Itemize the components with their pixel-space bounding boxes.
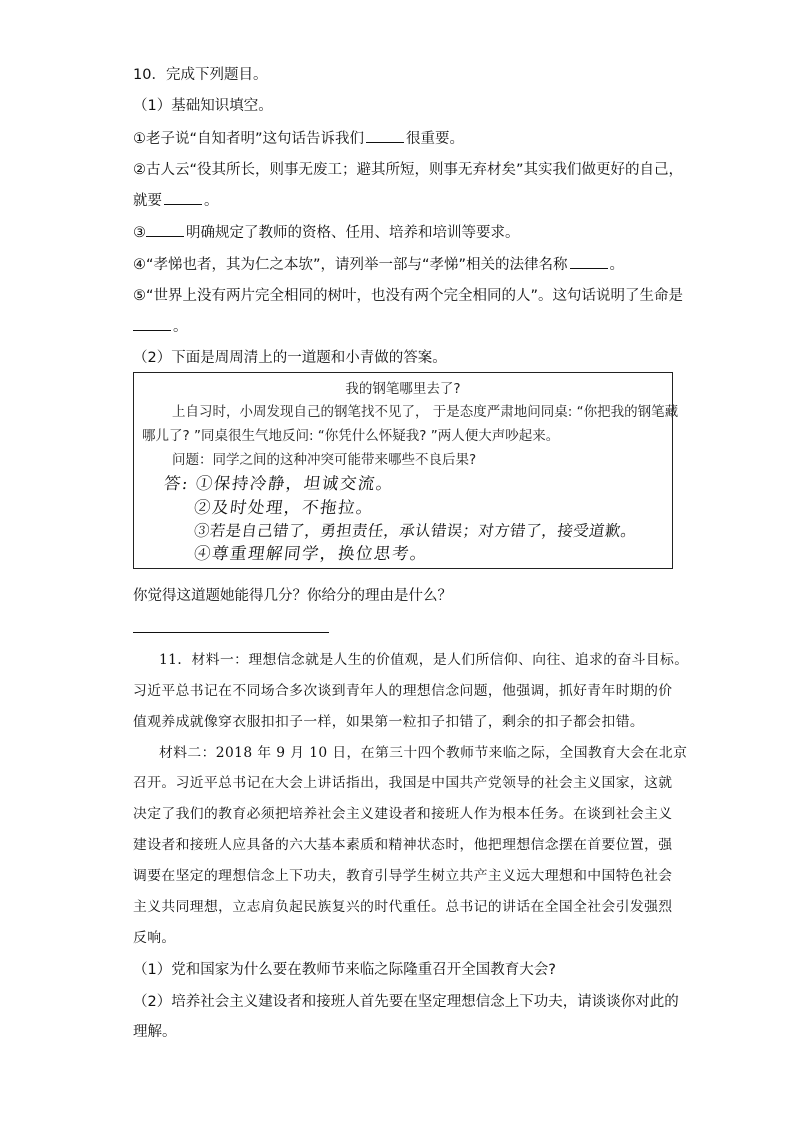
answer-blank[interactable] <box>570 254 608 269</box>
q10-part2-heading: （2）下面是周周清上的一道题和小青做的答案。 <box>133 350 447 366</box>
q11-line-8: 调要在坚定的理想信念上下功夫，教育引导学生树立共产主义远大理想和中国特色社会 <box>133 868 673 884</box>
q10-item4 <box>133 254 624 275</box>
answer-blank[interactable] <box>366 128 404 143</box>
q10-item3-text: 明确规定了教师的资格、任用、培养和培训等要求。 <box>186 225 520 241</box>
divider-line <box>133 632 329 633</box>
q11-subquestion-2-line2: 理解。 <box>133 1024 177 1040</box>
quiz-answer-box <box>133 372 679 569</box>
q10-item5-line2 <box>133 316 188 337</box>
q10-item5-tail: 。 <box>173 319 188 335</box>
q11-line-6: 决定了我们的教育必须把培养社会主义建设者和接班人作为根本任务。在谈到社会主义 <box>133 806 673 822</box>
q11-line-5: 召开。习近平总书记在大会上讲话指出，我国是中国共产党领导的社会主义国家，这就 <box>133 775 673 791</box>
q11-line-3: 值观养成就像穿衣服扣扣子一样，如果第一粒扣子扣错了，剩余的扣子都会扣错。 <box>133 714 645 730</box>
q10-title: 10．完成下列题目。 <box>133 67 268 83</box>
q11-line-4: 材料二：2018 年 9 月 10 日，在第三十四个教师节来临之际，全国教育大会在北京 <box>159 745 688 761</box>
answer-blank[interactable] <box>164 190 202 205</box>
q10-ask: 你觉得这道题她能得几分？你给分的理由是什么？ <box>133 588 452 604</box>
q11-line-9: 主义共同理想，立志肩负起民族复兴的时代重任。总书记的讲话在全国全社会引发强烈 <box>133 899 673 915</box>
handwritten-answer-1: 答: ①保持冷静，坦诚交流。 <box>162 474 396 493</box>
q11-line-2: 习近平总书记在不同场合多次谈到青年人的理想信念问题，他强调，抓好青年时期的价 <box>133 683 673 699</box>
q11-line-10: 反响。 <box>133 930 176 946</box>
box-story-line1: 上自习时，小周发现自己的钢笔找不见了， 于是态度严肃地问同桌: “你把我的钢笔藏 <box>172 404 679 420</box>
q10-item2-line1: ②古人云“役其所长，则事无废工；避其所短，则事无弃材矣”其实我们做更好的自己， <box>133 162 684 178</box>
q10-item2-text: 就要 <box>133 193 162 209</box>
answer-blank[interactable] <box>133 316 171 331</box>
q10-item1-tail: 很重要。 <box>406 131 465 147</box>
q10-item1 <box>133 128 464 149</box>
q11-line-1: 11．材料一：理想信念就是人生的价值观，是人们所信仰、向往、追求的奋斗目标。 <box>159 652 689 668</box>
q11-subquestion-1: （1）党和国家为什么要在教师节来临之际隆重召开全国教育大会? <box>133 962 556 978</box>
box-title: 我的钢笔哪里去了? <box>345 381 461 397</box>
q10-item1-text: ①老子说“自知者明”这句话告诉我们 <box>133 131 365 147</box>
q10-item4-text: ④“孝悌也者，其为仁之本欤”，请列举一部与“孝悌”相关的法律名称 <box>133 257 568 273</box>
q11-line-7: 建设者和接班人应具备的六大基本素质和精神状态时，他把理想信念摆在首要位置，强 <box>133 837 673 853</box>
q10-item4-tail: 。 <box>609 257 625 273</box>
handwritten-answer-2: ②及时处理，不拖拉。 <box>192 498 376 517</box>
box-story-line2: 哪儿了? ”同桌很生气地反问: “你凭什么怀疑我? ”两人便大声吵起来。 <box>142 428 560 444</box>
handwritten-answer-3: ③若是自己错了，勇担责任，承认错误；对方错了，接受道歉。 <box>192 522 638 540</box>
q10-item5-line1: ⑤“世界上没有两片完全相同的树叶，也没有两个完全相同的人”。这句话说明了生命是 <box>133 288 684 304</box>
box-question: 问题：同学之间的这种冲突可能带来哪些不良后果? <box>172 452 477 468</box>
answer-blank[interactable] <box>146 222 184 237</box>
q11-subquestion-2-line1: （2）培养社会主义建设者和接班人首先要在坚定理想信念上下功夫，请谈谈你对此的 <box>133 994 679 1010</box>
q10-item3-marker: ③ <box>133 225 146 241</box>
q10-item2-tail: 。 <box>204 193 219 209</box>
q10-item3 <box>133 222 520 243</box>
handwritten-answer-4: ④尊重理解同学，换位思考。 <box>192 544 430 563</box>
q10-item2-line2 <box>133 190 219 211</box>
q10-part1-heading: （1）基础知识填空。 <box>133 98 273 114</box>
